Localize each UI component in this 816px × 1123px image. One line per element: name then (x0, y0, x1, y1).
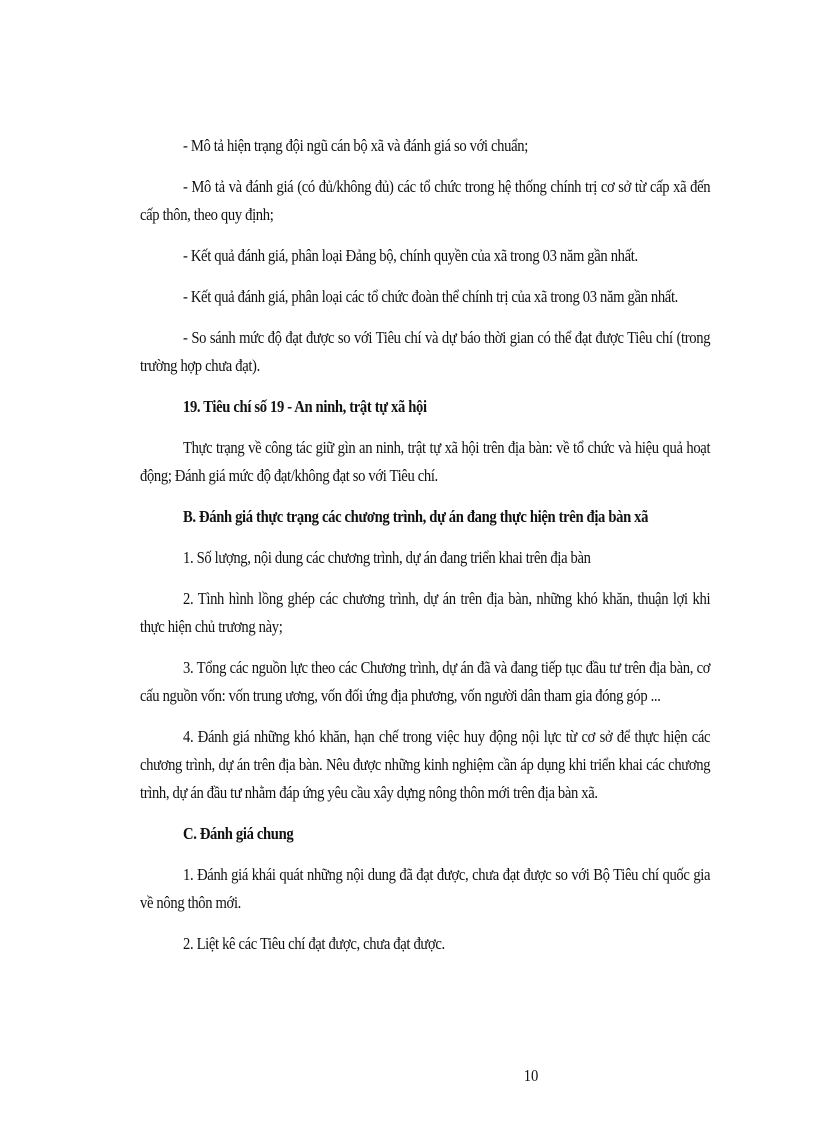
paragraph-program-count: 1. Số lượng, nội dung các chương trình, dự án đang triển khai trên địa bàn (183, 548, 591, 567)
paragraph-program-integration: 2. Tình hình lồng ghép các chương trình, dự án trên địa bàn, những khó khăn, thuận lợi khi thực hiện chủ trương này; (140, 589, 711, 636)
heading-section-c: C. Đánh giá chung (183, 824, 294, 843)
paragraph-difficulties: 4. Đánh giá những khó khăn, hạn chế trong việc huy động nội lực từ cơ sở để thực hiện các chương trình, dự án trên địa bàn. Nêu được những kinh nghiệm cần áp dụng khi triển khai các chương trình, dự án đầu tư nhằm đáp ứng yêu cầu xây dựng nông thôn mới trên địa bàn xã. (140, 727, 711, 802)
paragraph-funding-sources: 3. Tổng các nguồn lực theo các Chương trình, dự án đã và đang tiếp tục đầu tư trên địa bàn, cơ cấu nguồn vốn: vốn trung ương, vốn đối ứng địa phương, vốn người dân tham gia đóng góp ... (140, 658, 711, 705)
paragraph-political-organizations: - Mô tả và đánh giá (có đủ/không đủ) các tổ chức trong hệ thống chính trị cơ sở từ cấp xã đến cấp thôn, theo quy định; (140, 177, 711, 224)
paragraph-party-evaluation: - Kết quả đánh giá, phân loại Đảng bộ, chính quyền của xã trong 03 năm gần nhất. (183, 246, 638, 265)
heading-section-b: B. Đánh giá thực trạng các chương trình, dự án đang thực hiện trên địa bàn xã (183, 507, 649, 526)
paragraph-staff-status: - Mô tả hiện trạng đội ngũ cán bộ xã và đánh giá so với chuẩn; (183, 136, 528, 155)
document-body (140, 132, 710, 971)
page-number: 10 (523, 1066, 539, 1085)
paragraph-criteria-list: 2. Liệt kê các Tiêu chí đạt được, chưa đạt được. (183, 934, 445, 953)
heading-criterion-19: 19. Tiêu chí số 19 - An ninh, trật tự xã hội (183, 397, 427, 416)
paragraph-security-status: Thực trạng về công tác giữ gìn an ninh, trật tự xã hội trên địa bàn: về tổ chức và hiệu quả hoạt động; Đánh giá mức độ đạt/không đạt so với Tiêu chí. (140, 438, 711, 485)
paragraph-union-evaluation: - Kết quả đánh giá, phân loại các tổ chức đoàn thể chính trị của xã trong 03 năm gần nhất. (183, 287, 678, 306)
paragraph-criteria-comparison: - So sánh mức độ đạt được so với Tiêu chí và dự báo thời gian có thể đạt được Tiêu chí (trong trường hợp chưa đạt). (140, 328, 711, 375)
paragraph-general-evaluation: 1. Đánh giá khái quát những nội dung đã đạt được, chưa đạt được so với Bộ Tiêu chí quốc gia về nông thôn mới. (140, 865, 711, 912)
